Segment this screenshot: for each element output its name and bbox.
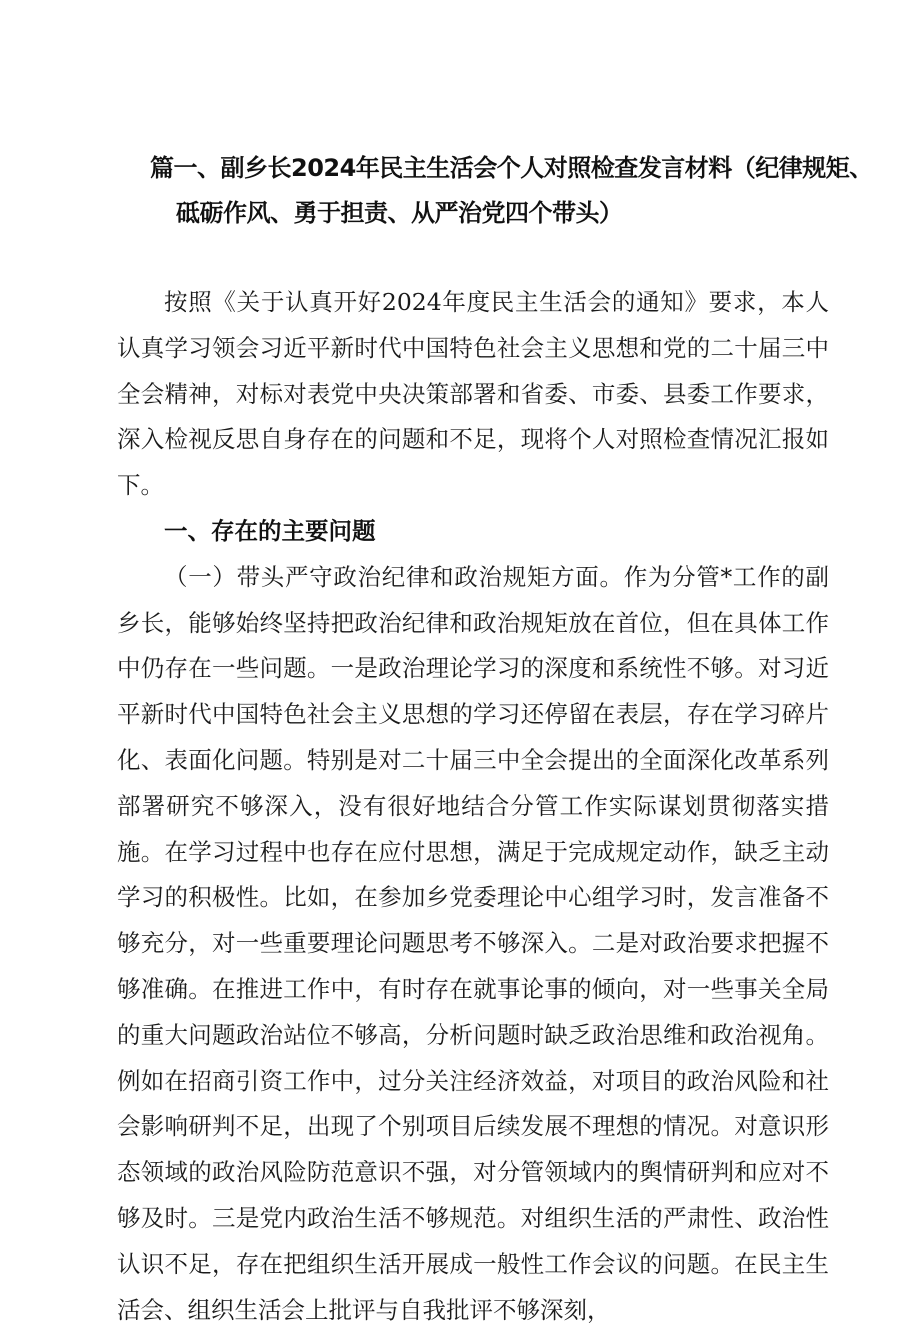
document-title-line-2: 砥砺作风、勇于担责、从严治党四个带头） xyxy=(176,199,623,227)
section-paragraph: （一）带头严守政治纪律和政治规矩方面。作为分管*工作的副乡长，能够始终坚持把政治纪律和政治规矩放在首位，但在具体工作中仍存在一些问题。一是政治理论学习的深度和系统性不够。对习近平新时代中国特色社会主义思想的学习还停留在表层，存在学习碎片化、表面化问题。特别是对二十届三中全会提出的全面深化改革系列部署研究不够深入，没有很好地结合分管工作实际谋划贯彻落实措施。在学习过程中也存在应付思想，满足于完成规定动作，缺乏主动学习的积极性。比如，在参加乡党委理论中心组学习时，发言准备不够充分，对一些重要理论问题思考不够深入。二是对政治要求把握不够准确。在推进工作中，有时存在就事论事的倾向，对一些事关全局的重大问题政治站位不够高，分析问题时缺乏政治思维和政治视角。例如在招商引资工作中，过分关注经济效益，对项目的政治风险和社会影响研判不足，出现了个别项目后续发展不理想的情况。对意识形态领域的政治风险防范意识不强，对分管领域内的舆情研判和应对不够及时。三是党内政治生活不够规范。对组织生活的严肃性、政治性认识不足，存在把组织生活开展成一般性工作会议的问题。在民主生活会、组织生活会上批评与自我批评不够深刻， xyxy=(117,562,829,1324)
section-heading: 一、存在的主要问题 xyxy=(164,516,376,545)
document-title xyxy=(150,146,873,236)
document-title-line-1: 篇一、副乡长2024年民主生活会个人对照检查发言材料（纪律规矩、 xyxy=(150,154,873,182)
intro-paragraph: 按照《关于认真开好2024年度民主生活会的通知》要求，本人认真学习领会习近平新时代中国特色社会主义思想和党的二十届三中全会精神，对标对表党中央决策部署和省委、市委、县委工作要求，深入检视反思自身存在的问题和不足，现将个人对照检查情况汇报如下。 xyxy=(117,288,829,500)
document-body xyxy=(117,280,829,1333)
